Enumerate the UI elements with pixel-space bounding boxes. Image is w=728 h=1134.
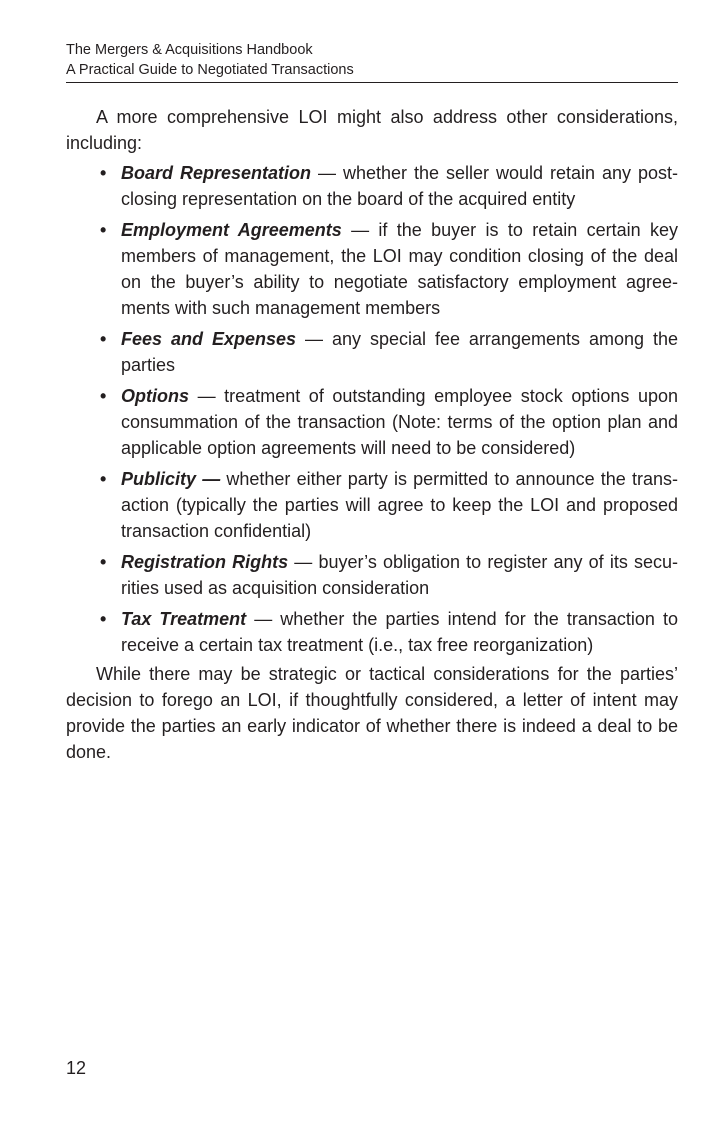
list-item-publicity [66,466,678,544]
list-item-term: Publicity — [121,469,221,489]
bullet-icon: • [100,609,107,629]
list-item-text: — treatment of outstanding employee stock options upon consummation of the transaction (Note: terms of the option plan and applicable option agreements will need to be considered) [121,386,678,458]
bullet-icon: • [100,552,107,572]
list-item-text: whether either party is permitted to announce the transaction (typically the parties will agree to keep the LOI and proposed transaction confidential) [121,469,679,541]
bullet-icon: • [100,220,107,240]
header-divider [66,82,678,83]
body-text [66,104,678,765]
intro-paragraph: A more comprehensive LOI might also address other considerations, including: [66,107,678,153]
list-item-term: Fees and Expenses [121,329,297,349]
list-item-fees-and-expenses [66,326,678,378]
list-item-text: — any special fee arrangements among the parties [121,329,678,375]
bullet-icon: • [100,163,107,183]
list-item-term: Board Representation [121,163,312,183]
list-item-board-representation [66,160,678,212]
list-item-term: Registration Rights [121,552,289,572]
list-item-employment-agreements [66,217,678,321]
bullet-icon: • [100,329,107,349]
list-item-text: — whether the seller would retain any post-closing representation on the board of the acquired entity [121,163,678,209]
list-item-tax-treatment [66,606,678,658]
list-item-term: Tax Treatment [121,609,247,629]
book-subtitle: A Practical Guide to Negotiated Transactions [66,62,354,78]
book-title: The Mergers & Acquisitions Handbook [66,42,313,58]
closing-paragraph: While there may be strategic or tactical considerations for the parties’ decision to forego an LOI, if thoughtfully considered, a letter of intent may provide the parties an early indicator of whether there is indeed a deal to be done. [66,664,678,762]
list-item-options [66,383,678,461]
considerations-list [66,160,678,658]
page-number: 12 [66,1058,87,1078]
list-item-text: — if the buyer is to retain certain key members of management, the LOI may condition closing of the deal on the buyer’s ability to negotiate satisfactory employment agreements with such management members [121,220,678,318]
running-header [66,40,678,80]
list-item-term: Employment Agreements [121,220,342,240]
list-item-text: — buyer’s obligation to register any of its securities used as acquisition consideration [121,552,678,598]
bullet-icon: • [100,386,107,406]
list-item-text: — whether the parties intend for the transaction to receive a certain tax treatment (i.e., tax free reorganization) [121,609,678,655]
bullet-icon: • [100,469,107,489]
list-item-registration-rights [66,549,678,601]
list-item-term: Options [121,386,189,406]
